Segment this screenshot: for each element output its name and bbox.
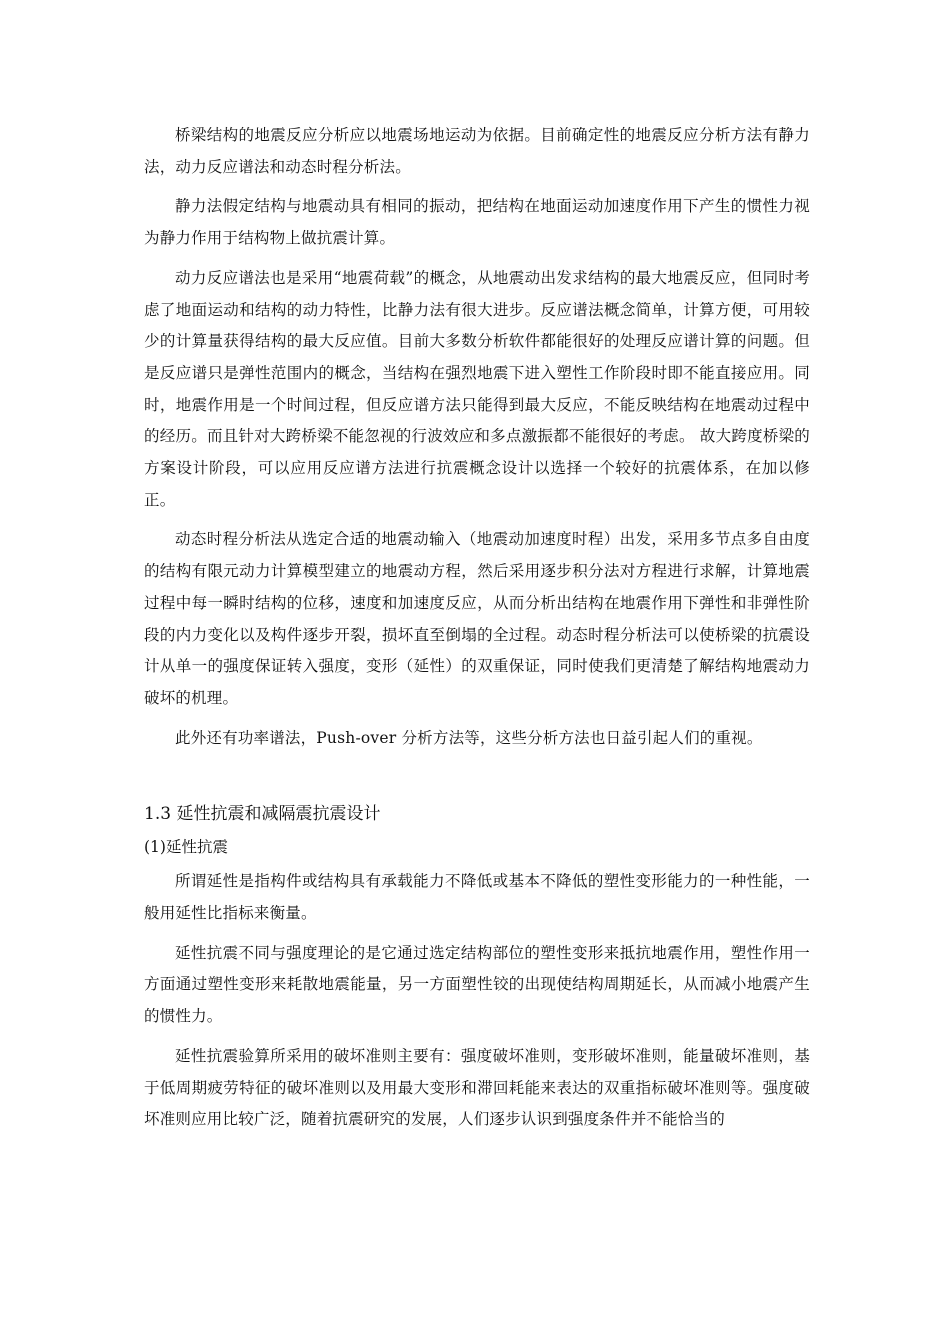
paragraph-seismic-analysis-intro: 桥梁结构的地震反应分析应以地震场地运动为依据。目前确定性的地震反应分析方法有静力法，动力反应谱法和动态时程分析法。	[144, 126, 810, 176]
paragraph-ductility-vs-strength: 延性抗震不同与强度理论的是它通过选定结构部位的塑性变形来抵抗地震作用，塑性作用一方面通过塑性变形来耗散地震能量，另一方面塑性铰的出现使结构周期延长，从而减小地震产生的惯性力。	[144, 943, 810, 1026]
paragraph-failure-criteria: 延性抗震验算所采用的破坏准则主要有：强度破坏准则，变形破坏准则，能量破坏准则，基于低周期疲劳特征的破坏准则以及用最大变形和滞回耗能来表达的双重指标破坏准则等。强度破坏准则应用比较广泛，随着抗震研究的发展，人们逐步认识到强度条件并不能恰当的	[144, 1046, 810, 1129]
paragraph-time-history: 动态时程分析法从选定合适的地震动输入（地震动加速度时程）出发，采用多节点多自由度的结构有限元动力计算模型建立的地震动方程，然后采用逐步积分法对方程进行求解，计算地震过程中每一瞬时结构的位移，速度和加速度反应，从而分析出结构在地震作用下弹性和非弹性阶段的内力变化以及构件逐步开裂，损坏直至倒塌的全过程。动态时程分析法可以使桥梁的抗震设计从单一的强度保证转入强度，变形（延性）的双重保证，同时使我们更清楚了解结构地震动力破坏的机理。	[144, 530, 810, 707]
section-heading: 1.3 延性抗震和减隔震抗震设计	[144, 804, 381, 825]
paragraph-static-method: 静力法假定结构与地震动具有相同的振动，把结构在地面运动加速度作用下产生的惯性力视为静力作用于结构物上做抗震计算。	[144, 197, 810, 248]
paragraph-ductility-definition: 所谓延性是指构件或结构具有承载能力不降低或基本不降低的塑性变形能力的一种性能，一般用延性比指标来衡量。	[144, 872, 810, 923]
paragraph-other-methods: 此外还有功率谱法，Push-over 分析方法等，这些分析方法也日益引起人们的重视。	[175, 728, 763, 747]
document-page	[144, 120, 810, 1144]
sub-heading: (1)延性抗震	[144, 838, 228, 857]
paragraph-response-spectrum: 动力反应谱法也是采用“地震荷载”的概念，从地震动出发求结构的最大地震反应，但同时考虑了地面运动和结构的动力特性，比静力法有很大进步。反应谱法概念简单，计算方便，可用较少的计算量获得结构的最大反应值。目前大多数分析软件都能很好的处理反应谱计算的问题。但是反应谱只是弹性范围内的概念，当结构在强烈地震下进入塑性工作阶段时即不能直接应用。同时，地震作用是一个时间过程，但反应谱方法只能得到最大反应，不能反映结构在地震动过程中的经历。而且针对大跨桥梁不能忽视的行波效应和多点激振都不能很好的考虑。 故大跨度桥梁的方案设计阶段，可以应用反应谱方法进行抗震概念设计以选择一个较好的抗震体系，在加以修正。	[144, 268, 810, 509]
